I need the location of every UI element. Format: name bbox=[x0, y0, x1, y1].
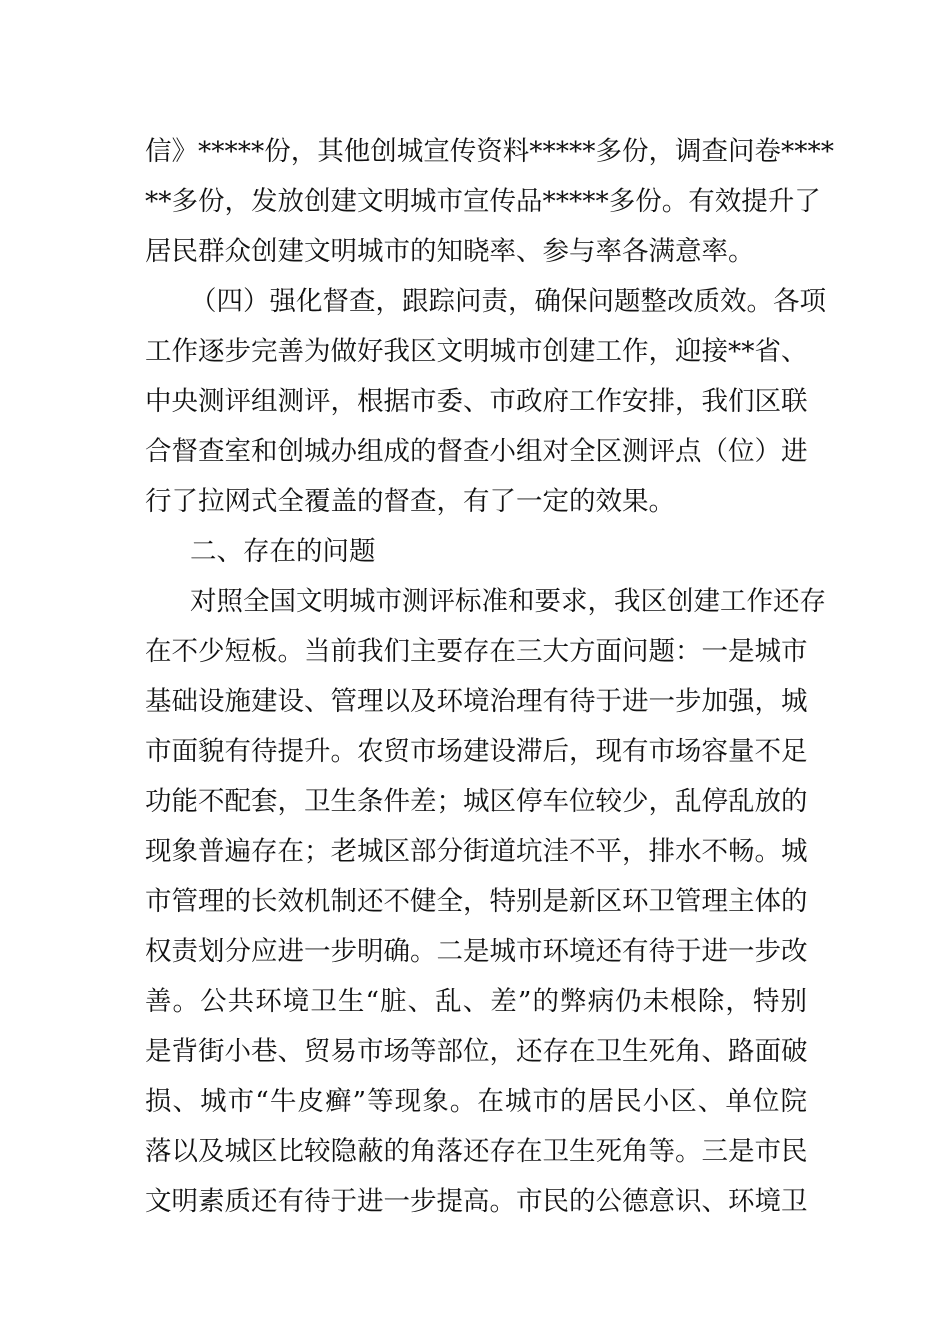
text-line: **多份，发放创建文明城市宣传品*****多份。有效提升了 bbox=[145, 186, 821, 217]
text-line: 现象普遍存在；老城区部分街道坑洼不平，排水不畅。城 bbox=[145, 836, 808, 867]
text-line: 基础设施建设、管理以及环境治理有待于进一步加强，城 bbox=[145, 686, 808, 717]
text-line: 对照全国文明城市测评标准和要求，我区创建工作还存 bbox=[190, 586, 826, 617]
text-line: 信》*****份，其他创城宣传资料*****多份，调查问卷**** bbox=[145, 136, 834, 167]
text-line: 功能不配套，卫生条件差；城区停车位较少，乱停乱放的 bbox=[145, 786, 808, 817]
text-line: 工作逐步完善为做好我区文明城市创建工作，迎接**省、 bbox=[145, 336, 808, 367]
text-line: 是背街小巷、贸易市场等部位，还存在卫生死角、路面破 bbox=[145, 1036, 808, 1067]
text-line: 市面貌有待提升。农贸市场建设滞后，现有市场容量不足 bbox=[145, 736, 808, 767]
text-line: 落以及城区比较隐蔽的角落还存在卫生死角等。三是市民 bbox=[145, 1136, 808, 1167]
section-heading: 二、存在的问题 bbox=[190, 536, 376, 567]
text-line: 行了拉网式全覆盖的督查，有了一定的效果。 bbox=[145, 486, 675, 517]
text-line: 文明素质还有待于进一步提高。市民的公德意识、环境卫 bbox=[145, 1186, 808, 1217]
text-line: 市管理的长效机制还不健全，特别是新区环卫管理主体的 bbox=[145, 886, 808, 917]
text-line: 居民群众创建文明城市的知晓率、参与率各满意率。 bbox=[145, 236, 755, 267]
text-line: 权责划分应进一步明确。二是城市环境还有待于进一步改 bbox=[145, 936, 808, 967]
text-line: 损、城市“牛皮癣”等现象。在城市的居民小区、单位院 bbox=[145, 1086, 807, 1117]
section-heading-line: （四）强化督查，跟踪问责，确保问题整改质效。各项 bbox=[190, 286, 826, 317]
text-line: 中央测评组测评，根据市委、市政府工作安排，我们区联 bbox=[145, 386, 808, 417]
text-line: 善。公共环境卫生“脏、乱、差”的弊病仍未根除，特别 bbox=[145, 986, 807, 1017]
text-line: 在不少短板。当前我们主要存在三大方面问题：一是城市 bbox=[145, 636, 808, 667]
text-line: 合督查室和创城办组成的督查小组对全区测评点（位）进 bbox=[145, 436, 808, 467]
